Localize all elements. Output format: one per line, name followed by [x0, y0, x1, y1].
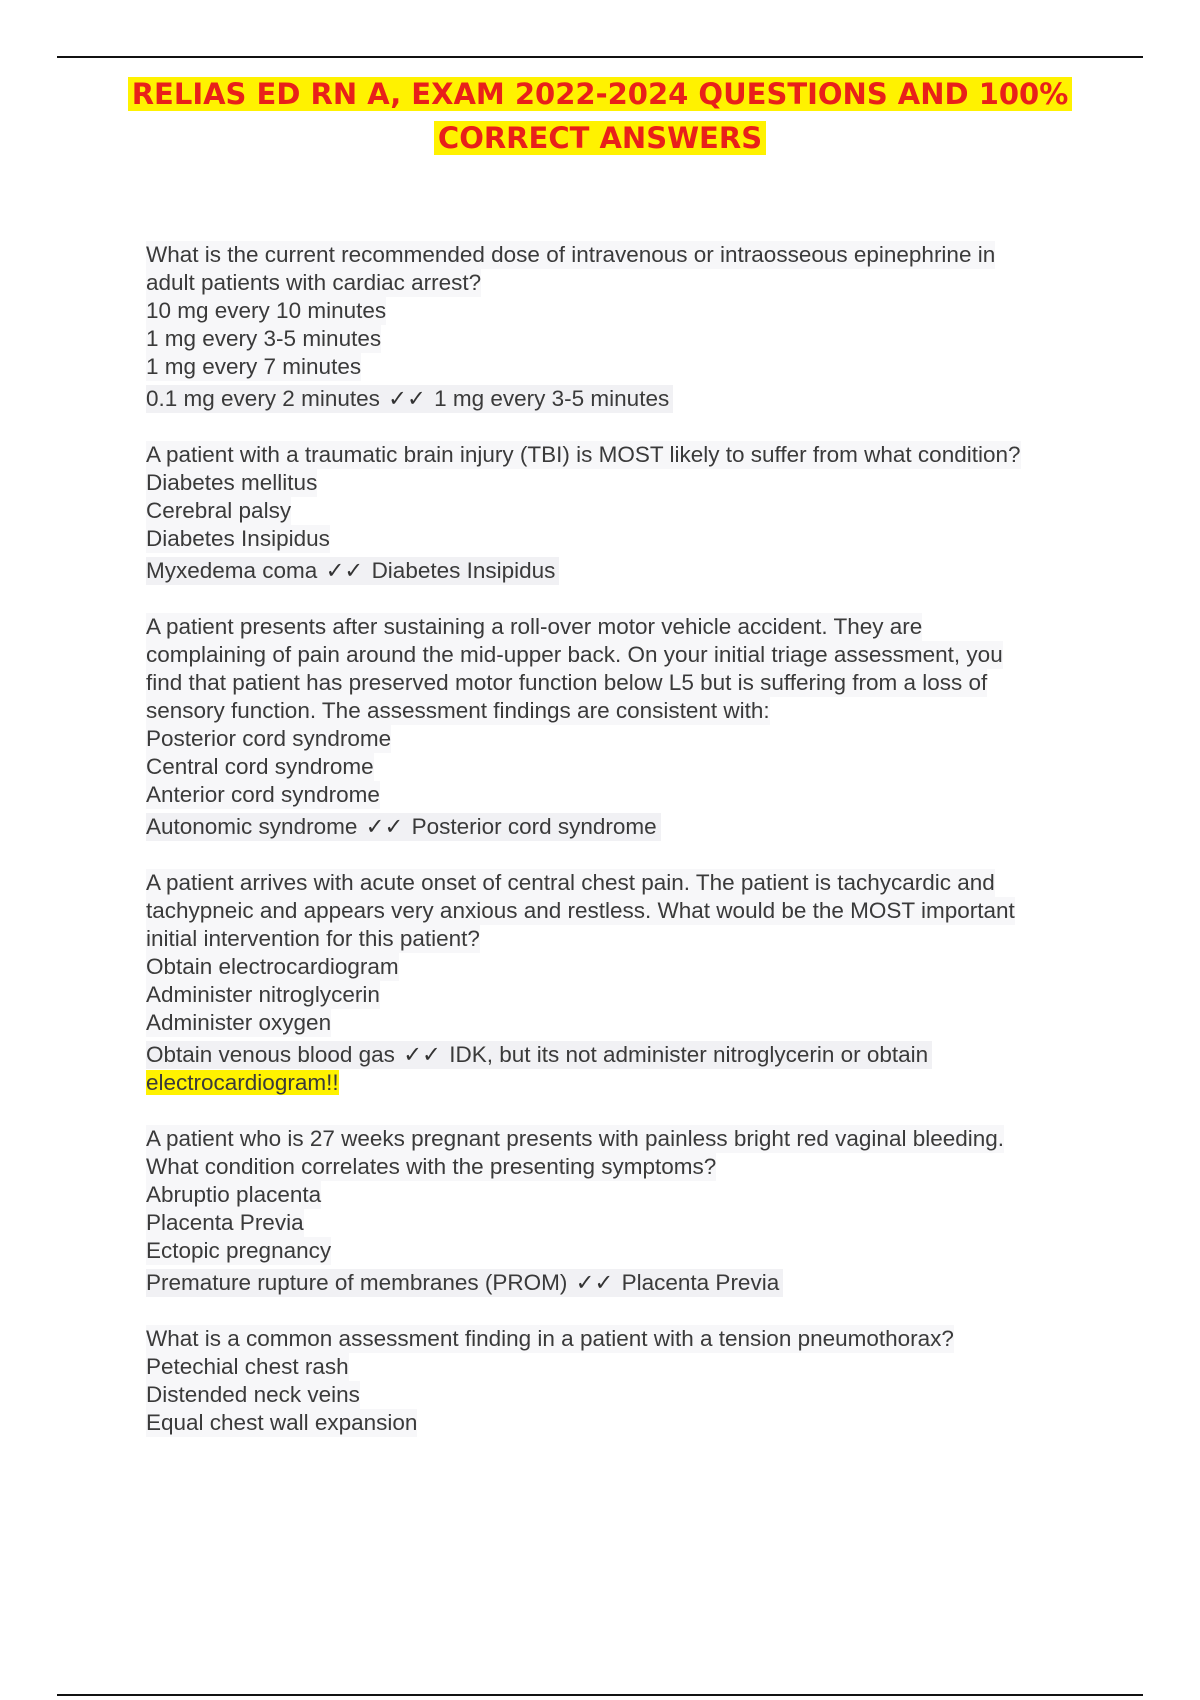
question-stem-line: What is a common assessment finding in a patient with a tension pneumothorax?: [146, 1326, 954, 1351]
question-stem-line: A patient who is 27 weeks pregnant presents with painless bright red vaginal bleeding.: [146, 1126, 1005, 1151]
answer-option: Central cord syndrome: [146, 754, 374, 779]
answer-option: Autonomic syndrome: [146, 814, 364, 839]
answer-option: 0.1 mg every 2 minutes: [146, 386, 380, 411]
question-stem-line: A patient arrives with acute onset of central chest pain. The patient is tachycardic and: [146, 870, 995, 895]
answer-line: [146, 385, 673, 413]
answer-option: Premature rupture of membranes (PROM): [146, 1270, 574, 1295]
answer-option: Petechial chest rash: [146, 1354, 349, 1379]
answer-option: 1 mg every 3-5 minutes: [146, 326, 382, 351]
check-mark-icon: ✓✓: [388, 386, 426, 411]
question-3: [146, 613, 1106, 841]
question-stem-line: tachypneic and appears very anxious and restless. What would be the MOST important: [146, 898, 1015, 923]
check-mark-icon: ✓✓: [365, 814, 404, 839]
question-stem-line: What condition correlates with the presenting symptoms?: [146, 1154, 717, 1179]
question-stem-line: A patient with a traumatic brain injury (TBI) is MOST likely to suffer from what condition?: [146, 442, 1021, 467]
answer-line: [146, 1041, 932, 1069]
top-rule: [57, 56, 1143, 58]
answer-line: [146, 557, 559, 585]
answer-option: Placenta Previa: [146, 1210, 304, 1235]
bottom-rule: [57, 1694, 1143, 1696]
answer-line: [146, 1269, 783, 1297]
answer-option: 10 mg every 10 minutes: [146, 298, 387, 323]
answer-option: Abruptio placenta: [146, 1182, 322, 1207]
correct-answer: Diabetes Insipidus: [371, 558, 556, 583]
question-2: [146, 441, 1106, 585]
answer-option: Diabetes Insipidus: [146, 526, 330, 551]
question-list: [146, 241, 1106, 1465]
highlighted-answer-continuation: electrocardiogram!!: [146, 1070, 339, 1095]
question-1: [146, 241, 1106, 413]
correct-answer: Posterior cord syndrome: [411, 814, 657, 839]
check-mark-icon: ✓✓: [575, 1270, 614, 1295]
question-4: [146, 869, 1106, 1097]
check-mark-icon: ✓✓: [325, 558, 364, 583]
answer-option: Ectopic pregnancy: [146, 1238, 332, 1263]
question-stem-line: What is the current recommended dose of intravenous or intraosseous epinephrine in: [146, 242, 996, 267]
question-stem-line: sensory function. The assessment findings are consistent with:: [146, 698, 770, 723]
question-stem-line: adult patients with cardiac arrest?: [146, 270, 482, 295]
check-mark-icon: ✓✓: [403, 1042, 441, 1067]
correct-answer: 1 mg every 3-5 minutes: [434, 386, 670, 411]
answer-option: Myxedema coma: [146, 558, 318, 583]
correct-answer: IDK, but its not administer nitroglycerin or obtain: [449, 1042, 929, 1067]
answer-option: Obtain venous blood gas: [146, 1042, 395, 1067]
answer-option: Cerebral palsy: [146, 498, 292, 523]
title-line-1: RELIAS ED RN A, EXAM 2022-2024 QUESTIONS AND 100%: [128, 77, 1073, 111]
answer-option: 1 mg every 7 minutes: [146, 354, 362, 379]
document-title: [100, 72, 1100, 160]
answer-option: Obtain electrocardiogram: [146, 954, 399, 979]
answer-line: [146, 813, 661, 841]
question-stem-line: complaining of pain around the mid-upper back. On your initial triage assessment, you: [146, 642, 1003, 667]
answer-option: Diabetes mellitus: [146, 470, 318, 495]
question-5: [146, 1125, 1106, 1297]
answer-option: Equal chest wall expansion: [146, 1410, 418, 1435]
question-6: [146, 1325, 1106, 1437]
correct-answer: Placenta Previa: [621, 1270, 780, 1295]
answer-option: Anterior cord syndrome: [146, 782, 380, 807]
question-stem-line: initial intervention for this patient?: [146, 926, 480, 951]
question-stem-line: A patient presents after sustaining a roll-over motor vehicle accident. They are: [146, 614, 923, 639]
question-stem-line: find that patient has preserved motor function below L5 but is suffering from a loss of: [146, 670, 988, 695]
title-line-2: CORRECT ANSWERS: [434, 121, 766, 155]
answer-option: Distended neck veins: [146, 1382, 360, 1407]
answer-option: Administer nitroglycerin: [146, 982, 380, 1007]
answer-option: Administer oxygen: [146, 1010, 332, 1035]
answer-option: Posterior cord syndrome: [146, 726, 392, 751]
